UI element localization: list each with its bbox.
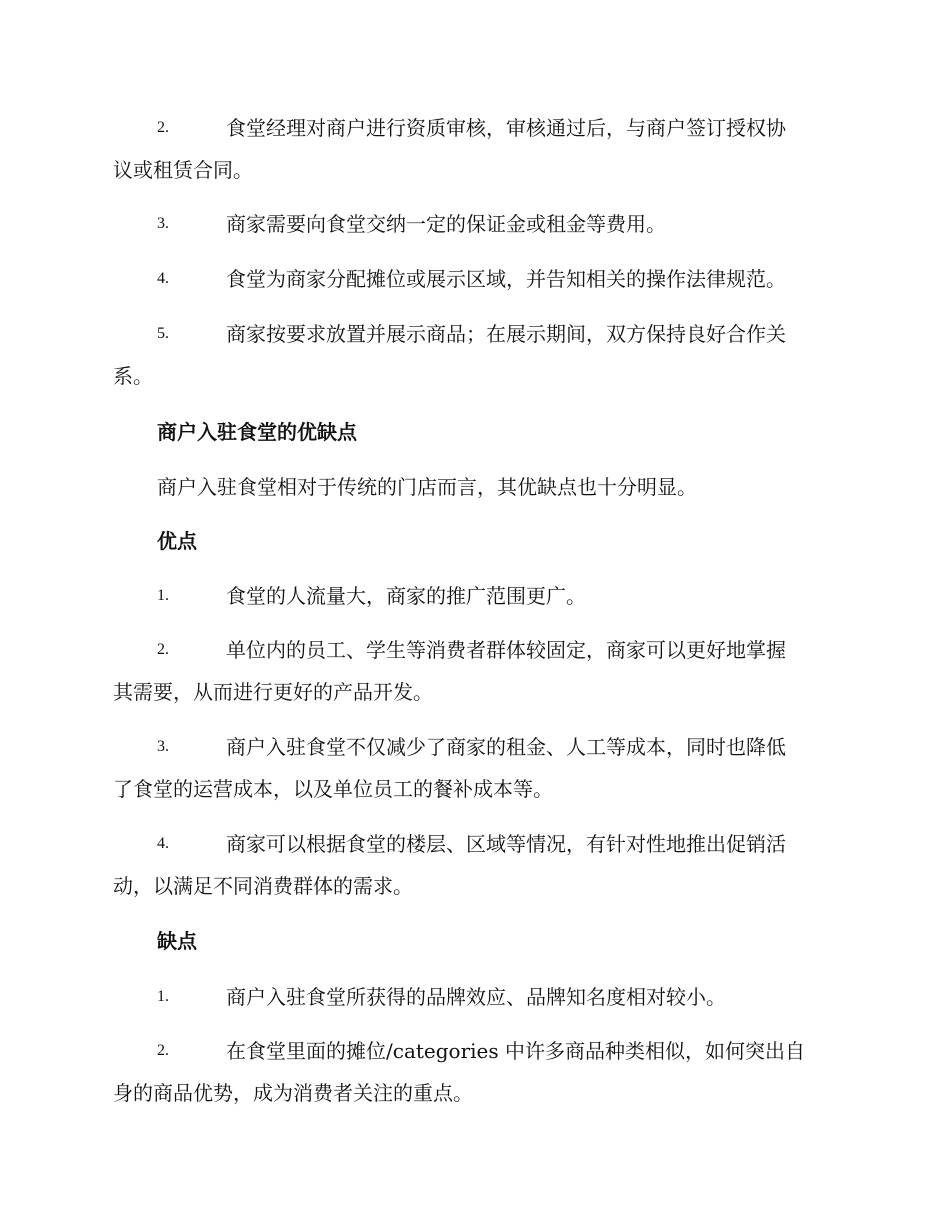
list-text: 商家可以根据食堂的楼层、区域等情况，有针对性地推出促销活 [226,832,786,856]
list-item [113,203,833,245]
pros-heading: 优点 [157,529,197,553]
list-text-continued: 身的商品优势，成为消费者关注的重点。 [113,1081,473,1105]
list-text-continued: 议或租赁合同。 [113,158,253,182]
list-number: 2. [157,1042,169,1059]
list-item [113,629,833,713]
list-number: 4. [157,835,169,852]
list-text: 商户入驻食堂不仅减少了商家的租金、人工等成本，同时也降低 [226,735,786,759]
list-item [113,313,833,397]
list-number: 3. [157,215,169,232]
list-number: 3. [157,738,169,755]
list-text-continued: 其需要，从而进行更好的产品开发。 [113,680,433,704]
list-item [113,107,833,191]
list-number: 4. [157,270,169,287]
list-item [113,976,833,1018]
list-number: 2. [157,641,169,658]
list-text: 食堂为商家分配摊位或展示区域，并告知相关的操作法律规范。 [226,267,786,291]
list-text: 食堂经理对商户进行资质审核，审核通过后，与商户签订授权协 [226,116,786,140]
list-text-continued: 动，以满足不同消费群体的需求。 [113,874,413,898]
section-intro: 商户入驻食堂相对于传统的门店而言，其优缺点也十分明显。 [157,475,697,499]
list-item [113,1030,833,1114]
list-item [113,258,833,300]
list-text: 商户入驻食堂所获得的品牌效应、品牌知名度相对较小。 [226,985,726,1009]
list-text: 商家需要向食堂交纳一定的保证金或租金等费用。 [226,212,666,236]
list-text-continued: 系。 [113,364,153,388]
list-number: 5. [157,325,169,342]
list-number: 1. [157,988,169,1005]
list-number: 2. [157,119,169,136]
list-item [113,823,833,907]
list-text: 在食堂里面的摊位/categories 中许多商品种类相似，如何突出自 [226,1039,805,1063]
cons-heading: 缺点 [157,929,197,953]
list-number: 1. [157,587,169,604]
list-text: 食堂的人流量大，商家的推广范围更广。 [226,584,586,608]
list-item [113,726,833,810]
list-text-continued: 了食堂的运营成本，以及单位员工的餐补成本等。 [113,777,553,801]
list-text: 单位内的员工、学生等消费者群体较固定，商家可以更好地掌握 [226,638,786,662]
list-text: 商家按要求放置并展示商品；在展示期间，双方保持良好合作关 [226,322,786,346]
list-item [113,575,833,617]
section-title: 商户入驻食堂的优缺点 [157,420,357,444]
